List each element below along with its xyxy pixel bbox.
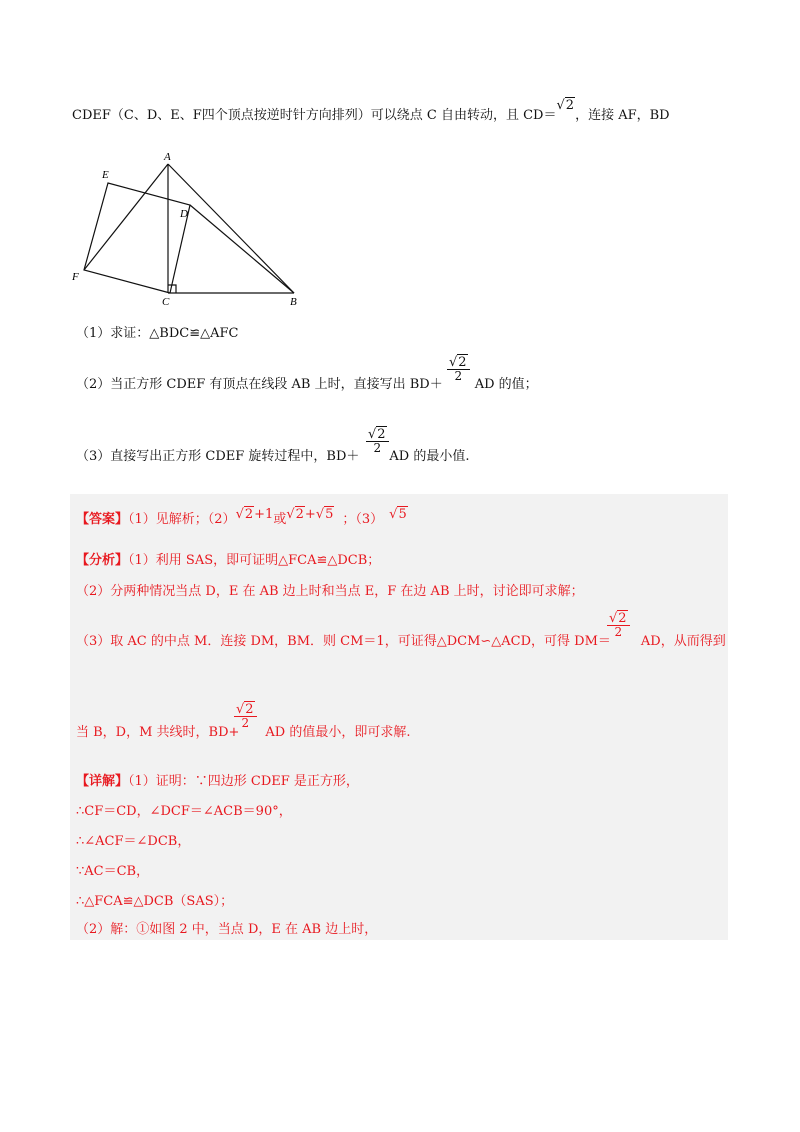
segment-bd	[190, 205, 294, 293]
square-cdef	[84, 183, 190, 293]
detail-line-4: ∵AC＝CB，	[76, 864, 150, 879]
analysis-label: 【分析】	[76, 553, 129, 568]
segment-ab	[168, 164, 294, 293]
intro-text-b: ，连接 AF，BD	[575, 108, 670, 123]
fraction-sqrt2-over-2-q2: $\frac{√2}{2}$	[447, 356, 470, 383]
label-d: D	[180, 208, 188, 220]
question-2: （2）当正方形 CDEF 有顶点在线段 AB 上时，直接写出 BD＋ AD 的值；	[76, 377, 538, 392]
question-1: （1）求证：△BDC≌△AFC	[76, 326, 239, 341]
answer-line: 【答案】（1）见解析；（2）√2+1或√2+√5 ；（3） √5	[76, 507, 407, 527]
question-3: （3）直接写出正方形 CDEF 旋转过程中，BD＋ AD 的最小值.	[76, 449, 470, 464]
fraction-sqrt2-over-2-analysis-4: $\frac{√2}{2}$	[234, 703, 257, 730]
detail-line-3: ∴∠ACF＝∠DCB，	[76, 834, 191, 849]
label-a: A	[164, 151, 171, 163]
intro-line	[72, 98, 670, 124]
label-e: E	[102, 169, 109, 181]
label-f: F	[72, 271, 79, 283]
label-b: B	[290, 296, 297, 308]
detail-line-5: ∴△FCA≌△DCB（SAS）；	[76, 894, 234, 909]
segment-af	[84, 164, 168, 270]
intro-text-a: CDEF（C、D、E、F四个顶点按逆时针方向排列）可以绕点 C 自由转动，且 CD＝	[72, 108, 557, 123]
answer-label: 【答案】	[76, 512, 129, 527]
analysis-line-4: 当 B，D，M 共线时，BD+ AD 的值最小，即可求解.	[76, 725, 411, 740]
geometry-figure	[68, 148, 308, 308]
analysis-line-1: 【分析】（1）利用 SAS，即可证明△FCA≌△DCB；	[76, 553, 381, 568]
fraction-sqrt2-over-2-q3: $\frac{√2}{2}$	[366, 428, 389, 455]
analysis-line-2: （2）分两种情况当点 D，E 在 AB 边上时和当点 E，F 在边 AB 上时，讨论即可求解；	[76, 584, 584, 599]
detail-line-2: ∴CF＝CD，∠DCF＝∠ACB＝90°，	[76, 804, 292, 819]
analysis-line-3: （3）取 AC 的中点 M．连接 DM，BM．则 CM＝1，可证得△DCM∽△ACD，可得 DM＝ AD，从而得到	[76, 634, 726, 649]
label-c: C	[162, 296, 170, 308]
sqrt-2-intro: √2	[556, 98, 575, 113]
detail-label: 【详解】	[76, 774, 129, 789]
fraction-sqrt2-over-2-analysis-3: $\frac{√2}{2}$	[607, 612, 630, 639]
detail-line-1: 【详解】（1）证明：∵四边形 CDEF 是正方形，	[76, 774, 359, 789]
detail-line-6: （2）解：①如图 2 中，当点 D，E 在 AB 边上时，	[76, 922, 378, 937]
